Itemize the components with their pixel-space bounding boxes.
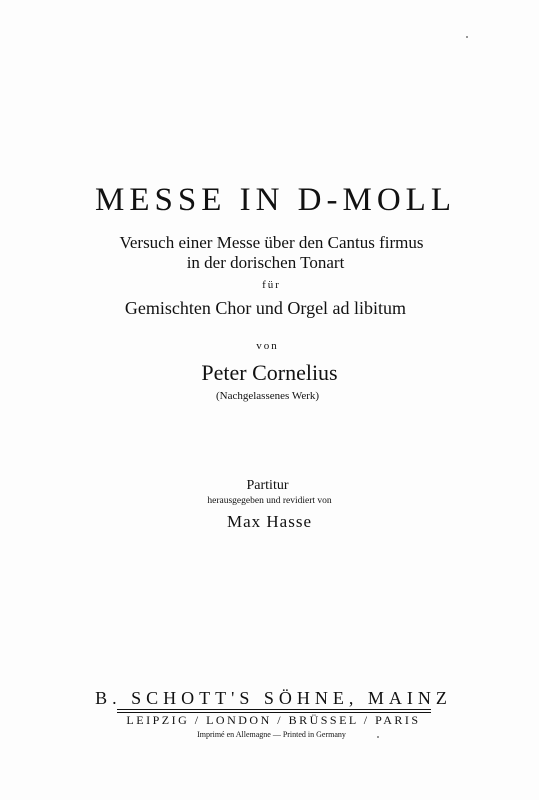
fuer-label: für	[262, 279, 281, 291]
von-label: von	[256, 340, 279, 352]
publisher-name: B. SCHOTT'S SÖHNE, MAINZ	[95, 688, 452, 708]
composer-name: Peter Cornelius	[201, 360, 338, 385]
imprint-note: Imprimé en Allemagne — Printed in Germany	[197, 730, 346, 739]
paper-speck	[377, 736, 379, 738]
publisher-cities: LEIPZIG / LONDON / BRÜSSEL / PARIS	[126, 713, 421, 727]
subtitle-line-1: Versuch einer Messe über den Cantus firmus	[119, 233, 424, 252]
editor-name: Max Hasse	[226, 512, 312, 531]
posthumous-note: (Nachgelassenes Werk)	[215, 390, 320, 402]
score-label: Partitur	[246, 478, 289, 493]
subtitle-line-2: in der dorischen Tonart	[186, 253, 345, 272]
paper-speck	[466, 36, 468, 38]
scoring-line: Gemischten Chor und Orgel ad libitum	[124, 298, 407, 318]
editor-note: herausgegeben und revidiert von	[207, 496, 332, 506]
publisher-rule-top	[117, 709, 431, 710]
work-title: MESSE IN D-MOLL	[95, 182, 456, 218]
